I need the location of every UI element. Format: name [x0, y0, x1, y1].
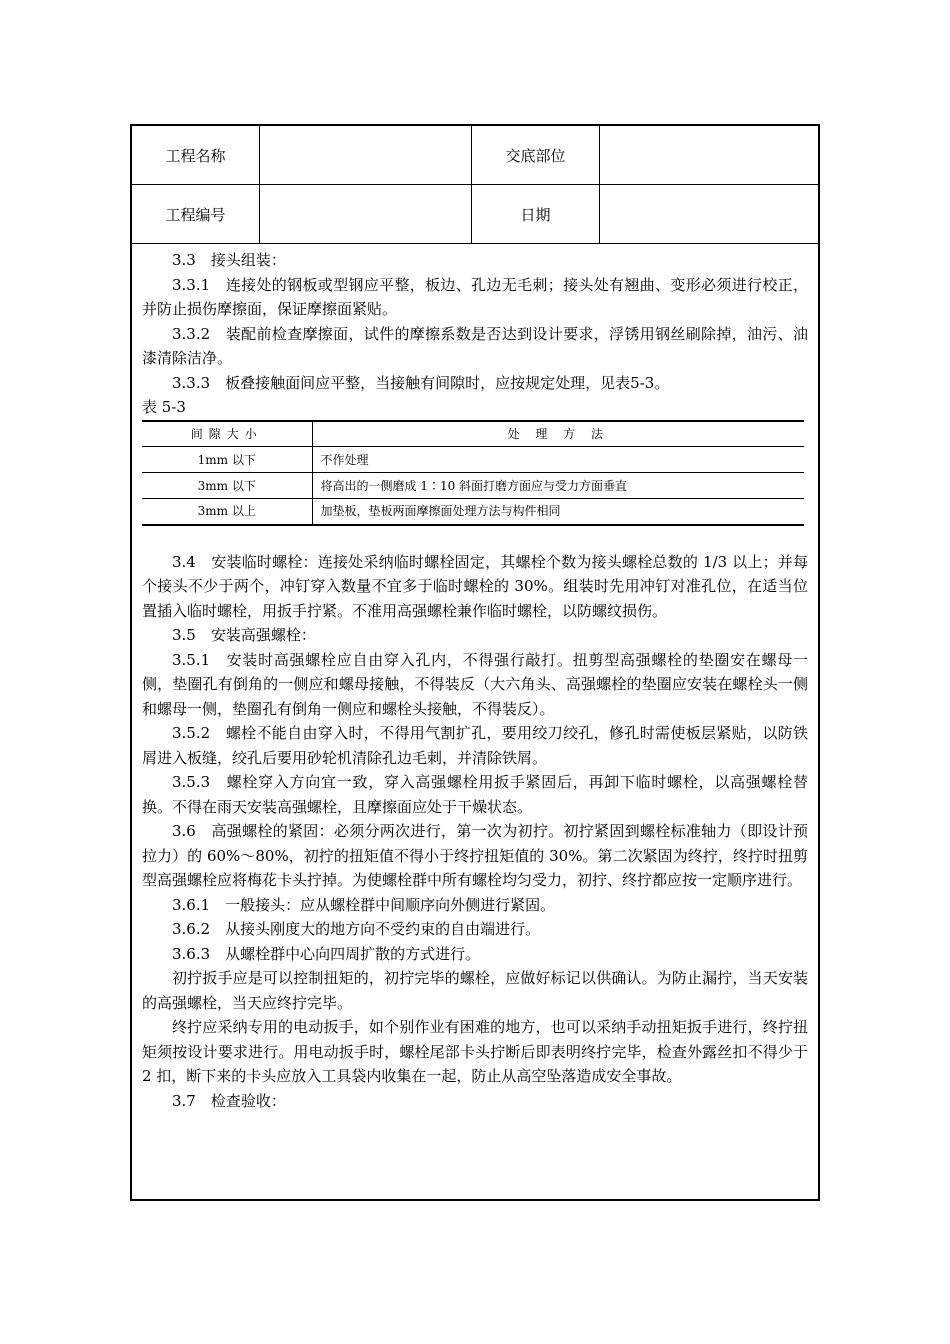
table-cell-method: 不作处理 [312, 447, 804, 473]
table-cell-gap: 3mm 以上 [142, 499, 312, 525]
handover-part-field [600, 126, 818, 184]
section-3-5-3: 3.5.3 螺栓穿入方向宜一致，穿入高强螺栓用扳手紧固后，再卸下临时螺栓，以高强螺栓替换。不得在雨天安装高强螺栓，且摩擦面应处于干燥状态。 [142, 773, 808, 816]
date-label: 日期 [472, 185, 600, 243]
table-row [142, 499, 804, 525]
section-3-3: 3.3 接头组装： [172, 251, 286, 269]
project-name-field [260, 126, 472, 184]
section-3-6-2: 3.6.2 从接头刚度大的地方向不受约束的自由端进行。 [172, 920, 541, 938]
table-caption: 表 5-3 [142, 398, 186, 416]
project-number-field [260, 185, 472, 243]
project-name-label: 工程名称 [132, 126, 260, 184]
section-3-5-2: 3.5.2 螺栓不能自由穿入时，不得用气割扩孔，要用绞刀绞孔，修孔时需使板层紧贴，以防铁屑进入板缝，绞孔后要用砂轮机清除孔边毛刺，并清除铁屑。 [142, 724, 808, 767]
table-row [142, 473, 804, 499]
header-row-1 [132, 126, 818, 185]
gap-treatment-table [142, 420, 804, 526]
handover-part-label: 交底部位 [472, 126, 600, 184]
section-3-3-3: 3.3.3 板叠接触面间应平整，当接触有间隙时，应按规定处理，见表5-3。 [172, 373, 670, 392]
spacer [142, 526, 808, 550]
final-tightening-note: 终拧应采纳专用的电动扳手，如个别作业有困难的地方，也可以采纳手动扭矩扳手进行，终拧扭矩须按设计要求进行。用电动扳手时，螺栓尾部卡头拧断后即表明终拧完毕，检查外露丝扣不得少于 2 扣，断下来的卡头应放入工具袋内收集在一起，防止从高空坠落造成安全事故。 [142, 1018, 808, 1085]
table-header-method: 处 理 方 法 [312, 421, 804, 447]
table-header-row [142, 421, 804, 447]
section-3-6-1: 3.6.1 一般接头：应从螺栓群中间顺序向外侧进行紧固。 [172, 895, 556, 914]
document-body [132, 244, 818, 1113]
project-number-label: 工程编号 [132, 185, 260, 243]
section-3-3-2: 3.3.2 装配前检查摩擦面，试件的摩擦系数是否达到设计要求，浮锈用钢丝刷除掉，油污、油漆清除洁净。 [142, 324, 808, 367]
section-3-3-1: 3.3.1 连接处的钢板或型钢应平整，板边、孔边无毛刺；接头处有翘曲、变形必须进行校正，并防止损伤摩擦面，保证摩擦面紧贴。 [142, 275, 808, 318]
initial-tightening-note: 初拧扳手应是可以控制扭矩的，初拧完毕的螺栓，应做好标记以供确认。为防止漏拧，当天安装的高强螺栓，当天应终拧完毕。 [142, 969, 808, 1012]
section-3-6: 3.6 高强螺栓的紧固：必须分两次进行，第一次为初拧。初拧紧固到螺栓标准轴力（即设计预拉力）的 60%～80%，初拧的扭矩值不得小于终拧扭矩值的 30%。第二次紧固为终拧，终拧时扭剪型高强螺栓应将梅花卡头拧掉。为使螺栓群中所有螺栓均匀受力，初拧、终拧都应按一定顺序进行。 [142, 822, 808, 889]
table-row [142, 447, 804, 473]
table-header-gap-size: 间隙大小 [142, 421, 312, 447]
section-3-6-3: 3.6.3 从螺栓群中心向四周扩散的方式进行。 [172, 944, 481, 963]
section-3-4: 3.4 安装临时螺栓：连接处采纳临时螺栓固定，其螺栓个数为接头螺栓总数的 1/3 以上；并每个接头不少于两个，冲钉穿入数量不宜多于临时螺栓的 30%。组装时先用冲钉对准孔位，在适当位置插入临时螺栓，用扳手拧紧。不准用高强螺栓兼作临时螺栓，以防螺纹损伤。 [142, 552, 808, 620]
table-cell-gap: 3mm 以下 [142, 473, 312, 499]
table-cell-method: 将高出的一侧磨成 1∶10 斜面打磨方面应与受力方面垂直 [312, 473, 804, 499]
header-row-2 [132, 185, 818, 244]
date-field [600, 185, 818, 243]
table-cell-method: 加垫板，垫板两面摩擦面处理方法与构件相同 [312, 499, 804, 525]
table-cell-gap: 1mm 以下 [142, 447, 312, 473]
document-frame [130, 124, 820, 1201]
section-3-5: 3.5 安装高强螺栓： [172, 626, 316, 644]
section-3-5-1: 3.5.1 安装时高强螺栓应自由穿入孔内，不得强行敲打。扭剪型高强螺栓的垫圈安在螺母一侧，垫圈孔有倒角的一侧应和螺母接触，不得装反（大六角头、高强螺栓的垫圈应安装在螺栓头一侧和螺母一侧，垫圈孔有倒角一侧应和螺栓头接触，不得装反）。 [142, 650, 808, 718]
section-3-7: 3.7 检查验收： [172, 1091, 286, 1110]
